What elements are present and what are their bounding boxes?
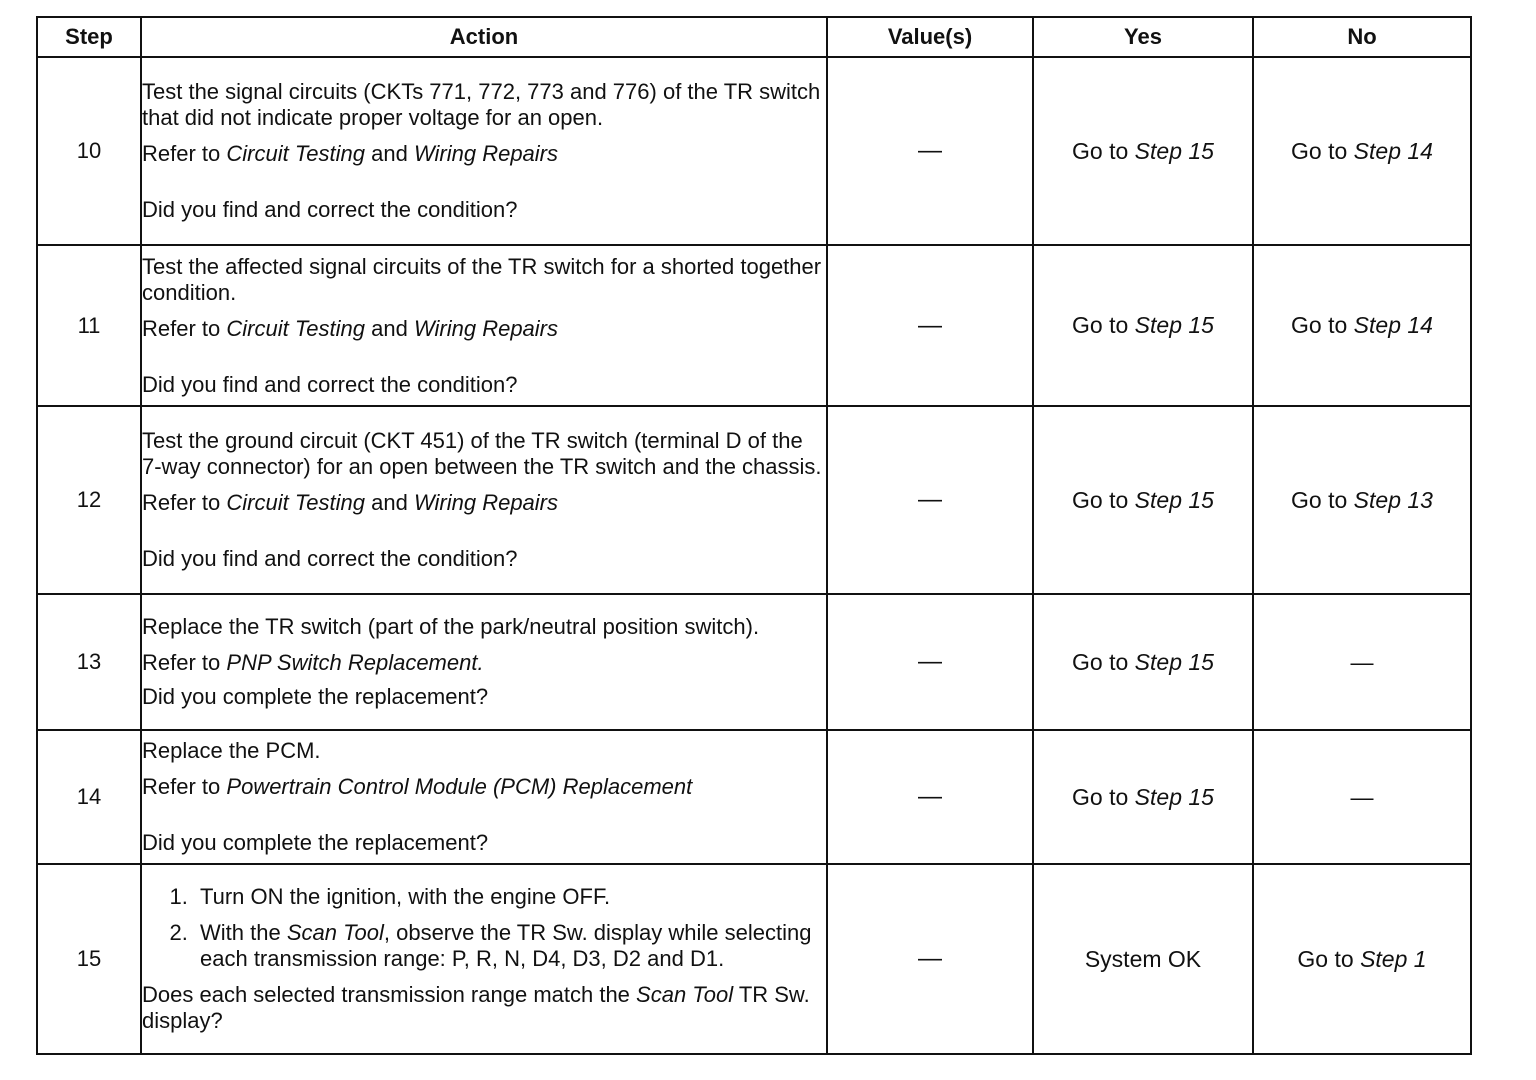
value-cell: — [827, 245, 1033, 406]
question-text: Did you complete the replacement? [142, 830, 489, 855]
step-number: 10 [37, 57, 141, 245]
action-cell [141, 245, 827, 406]
no-cell: Go to Step 13 [1253, 406, 1471, 594]
question-text: Did you find and correct the condition? [142, 197, 518, 222]
yes-cell: Go to Step 15 [1033, 594, 1253, 730]
step-number: 13 [37, 594, 141, 730]
yes-cell: Go to Step 15 [1033, 730, 1253, 864]
no-cell: — [1253, 730, 1471, 864]
table-row [37, 406, 1471, 594]
step-number: 14 [37, 730, 141, 864]
value-cell: — [827, 57, 1033, 245]
no-cell: Go to Step 14 [1253, 57, 1471, 245]
value-cell: — [827, 406, 1033, 594]
header-action: Action [141, 17, 827, 57]
table-row [37, 594, 1471, 730]
value-cell: — [827, 730, 1033, 864]
action-text: Replace the TR switch (part of the park/neutral position switch). [142, 614, 760, 639]
no-cell: Go to Step 1 [1253, 864, 1471, 1054]
table-row [37, 245, 1471, 406]
yes-cell: Go to Step 15 [1033, 57, 1253, 245]
table-row [37, 864, 1471, 1054]
value-cell: — [827, 594, 1033, 730]
reference-text: Refer to Circuit Testing and Wiring Repairs [142, 490, 559, 515]
value-cell: — [827, 864, 1033, 1054]
action-text: Test the affected signal circuits of the TR switch for a shorted together condition. [142, 253, 822, 305]
yes-cell: Go to Step 15 [1033, 245, 1253, 406]
table-row [37, 57, 1471, 245]
action-cell [141, 864, 827, 1054]
action-cell [141, 730, 827, 864]
header-no: No [1253, 17, 1471, 57]
yes-cell: System OK [1033, 864, 1253, 1054]
no-cell: Go to Step 14 [1253, 245, 1471, 406]
question-text: Did you find and correct the condition? [142, 546, 518, 571]
yes-cell: Go to Step 15 [1033, 406, 1253, 594]
reference-text: Refer to Circuit Testing and Wiring Repairs [142, 315, 559, 341]
action-cell [141, 406, 827, 594]
header-row [37, 17, 1471, 57]
action-text: Test the signal circuits (CKTs 771, 772, 773 and 776) of the TR switch that did not indicate proper voltage for an open. [142, 79, 821, 130]
action-text: Test the ground circuit (CKT 451) of the TR switch (terminal D of the 7-way connector) for an open between the TR switch and the chassis. [142, 428, 822, 479]
reference-text: Refer to Powertrain Control Module (PCM) Replacement [142, 774, 693, 799]
step-number: 15 [37, 864, 141, 1054]
reference-text: Refer to Circuit Testing and Wiring Repairs [142, 141, 559, 166]
list-item: 1. Turn ON the ignition, with the engine OFF. [194, 884, 826, 910]
question-text: Did you find and correct the condition? [142, 371, 518, 397]
diagnostic-table [36, 16, 1472, 1055]
action-text: Replace the PCM. [142, 738, 321, 763]
step-number: 11 [37, 245, 141, 406]
action-cell [141, 594, 827, 730]
list-item: 2. With the Scan Tool, observe the TR Sw. display while selecting each transmission range: P, R, N, D4, D3, D2 and D1. [194, 920, 826, 972]
table-row [37, 730, 1471, 864]
reference-text: Refer to PNP Switch Replacement. [142, 650, 484, 675]
step-number: 12 [37, 406, 141, 594]
action-cell [141, 57, 827, 245]
header-yes: Yes [1033, 17, 1253, 57]
question-text: Does each selected transmission range match the Scan Tool TR Sw. display? [142, 982, 810, 1033]
procedure-list [142, 884, 826, 972]
header-step: Step [37, 17, 141, 57]
header-values: Value(s) [827, 17, 1033, 57]
no-cell: — [1253, 594, 1471, 730]
question-text: Did you complete the replacement? [142, 684, 489, 709]
